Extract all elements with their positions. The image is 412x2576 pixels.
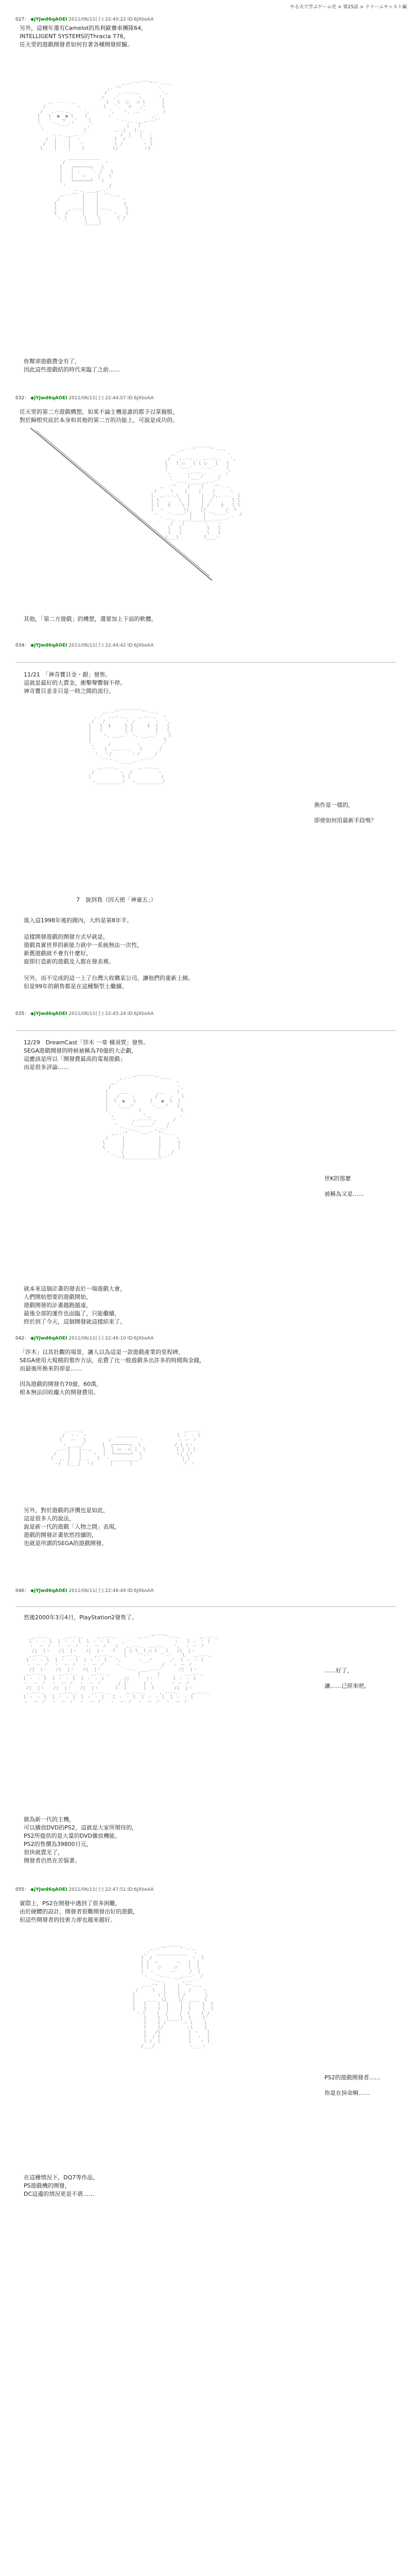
text-line: 說是新一代的遊戲「人物之間」表現， <box>24 1523 120 1530</box>
text-line: PS2所提供的是大量的DVD播放機能， <box>24 1833 121 1839</box>
post-meta <box>15 1334 397 1341</box>
post-text <box>24 1816 138 1865</box>
post-caption <box>24 615 157 623</box>
text-line: 即使如何用最新手段嗎？ <box>314 817 376 824</box>
text-line: 其他，「第二方遊戲」的構想，還要加上下面的軟體。 <box>24 616 157 622</box>
post-meta <box>15 641 397 648</box>
text-line: 而最後所換來的卻是…… <box>20 1365 82 1372</box>
separator <box>15 1606 397 1607</box>
post-text-3 <box>24 1506 120 1548</box>
ascii-art-standing-figure: ,.-‐'"￣￣￣"'‐-.、 ,' ＿＿＿＿＿＿＿ ヽ l / ヽ l l l ─ ─ l l l l ○ ○ l l l ヽ ー / l ヽ `'‐-.、___,.-‐' / `'‐-.、 ,.-‐'´ ,.-‐'" | | "'‐-.、 / \ | | / ヽ l \ | | / l l ＿＿ \| |/ ＿＿ l l l l | | l l l l l l | | l l l ヽ l l | | l l / `l l |____| l l´ l l / ヽ l l l l/ ヽl l l /l l ヽ l l / l l ヽ l l / l l ヽ l /___/ ヽ___ヽ <box>132 1946 214 2049</box>
text-line: 開發者仍然在苦惱著。 <box>24 1857 80 1864</box>
text-line: 換作是一樣的， <box>314 802 354 808</box>
post-032 <box>15 394 397 425</box>
separator <box>15 662 397 663</box>
text-line: 做為新一代的主機， <box>24 1816 75 1823</box>
text-line: 可以播放DVD的PS2，這就是大家所期待的， <box>24 1824 138 1831</box>
text-line: 你是在拚命啊…… <box>324 2090 370 2096</box>
text-line: 神奇寶貝並非只是一時之間的流行。 <box>24 688 114 694</box>
post-intro <box>24 671 126 696</box>
post-caption <box>24 358 120 374</box>
text-line: 進入這1998年後的國內，大約是第8年半。 <box>24 917 132 924</box>
post-046 <box>15 1587 397 1594</box>
text-line: INTELLIGENT SYSTEMS的Thracia 776， <box>20 33 129 40</box>
speech-bubble <box>324 2066 381 2105</box>
post-035 <box>15 1010 397 1016</box>
post-027 <box>15 15 397 49</box>
ascii-art-bald-man: ,.-‐'"￣￣￣￣"'‐-.、 ,.' ヽ / ', l ＿＿ ＿＿ l l / ヽ / ヽ l l l ● l l ● l l l ヽ___ノ ヽ___ノ l l l l ', ヽ__ ,' ヽ ,.-‐‐‐-.、 / ヽ ヽ______ノ / `'‐-.、 ,.-‐'´ ,.-‐'" `'‐‐'´ "'‐-.、 / | | ヽ l | | l l | | l ヽ | | / `'‐-|____________|-‐'´ <box>102 1076 185 1160</box>
text-line: 另外，對於遊戲的評價也是如此， <box>24 1507 109 1514</box>
post-text <box>24 1285 126 1326</box>
text-line: 但這些開發者的技術力卻也越來越好。 <box>20 1917 116 1923</box>
ascii-art-characters: ,.-‐''"￣￣"'' ‐-.、 ,. '" ヽ / ,.-‐‐-.、 ', / ,' ヽ ', ,. -‐‐- .、 l l ○ ○ l l / ヽ l '. ▽ ,' l / ,.-‐-.、 ', ', ヽ、_,. ' / l l ● ● l l ヽ ,.' l '、 ワ ,' l ` ‐-.、___,.-‐'´ ', `'‐-‐'´ ,' | | ヽ / ,.-| |-.、 ` ‐-.、___,. -'´ / | | ヽ / | | ヽ l / ヽ l / | | ヽ l / ヽ l l | | l l/ ヽl ＿＿＿＿＿＿＿ / ヽ l ┌──────┐ l l │ ・ ・ │ l l │ ー │ l l └──────┘ l ヽ / ` ‐-.、___,.-‐'´ ,.-‐'" | | "'‐-.、 / | | ヽ l | | l l ,.-‐-| |-‐-.、 l l / | | ヽ l ヽ l | | l / `' |____| '´ <box>37 81 174 226</box>
text-line: 在這種情況下，DQ7等作品， <box>24 2174 99 2181</box>
ascii-art-small-characters: ,.-‐-.、 ,.-‐-.、 / ・・ ヽ ＿＿＿＿＿ l ・ ・ l l ー l / ヽ ヽ ー ノ ヽ_____ノ l ┌──────┐ l / | |ヽ ,.-‐| |‐-.、 l │ ｏ ｏ │ l l | | l / | | ヽ l └──────┘ l ヽ| |ノ l ,. | | .、 l ヽ__________ノ | | ヽ/ |___| ヽ/ | | ノ ヽ <box>50 1429 205 1466</box>
post-number[interactable]: 035： <box>15 1011 29 1016</box>
post-meta <box>15 1886 397 1892</box>
text-line: 旋即打造新的遊戲及人都在發表裡。 <box>24 958 114 965</box>
post-text-2 <box>24 2174 98 2198</box>
post-trip: ◆jYJwd6qAOEI <box>30 643 67 648</box>
post-date: 2011/06/11(土) 22:44:07 ID:6JXboAA <box>68 396 154 401</box>
text-line: PS2的售價為39800日元， <box>24 1841 92 1848</box>
post-trip: ◆jYJwd6qAOEI <box>30 396 67 401</box>
post-number[interactable]: 027： <box>15 17 29 22</box>
post-meta <box>15 15 397 22</box>
text-line: 對於歸根究底於本身和其他的第二方的功能上，可說是成功的。 <box>20 417 178 423</box>
post-trip: ◆jYJwd6qAOEI <box>30 1336 67 1341</box>
separator <box>15 1030 397 1031</box>
text-line: 遊戲真實世界的新能力就中一系統無法一次性， <box>24 942 143 948</box>
post-text-2 <box>20 1380 397 1397</box>
ascii-art-swordsman: ,.-‐'"￣￣￣"'‐-.、 ,.' ヽ / ,.-‐-.、 ,.-‐-.、 ', l l ○ l l ○ l l l '‐-‐' '‐-‐' l ', ,.-‐-.、 ,' ヽ ヽ___ノ / ` ‐-.、_____,.-‐'´ ,. ‐'" | | "'‐ .、 / \ | | / ヽ l ,.-‐-.\ | | /,.-‐-. l l l \ | | / l l l l ┼ \ | | / ┼ l l l ヽ \| |/ / l ヽ `'‐--‐' | | `'‐--‐'´ / ` ‐-.、____|____|____,.-‐'´ / / ヽ ヽ l l l l l l l l /___l l___ヽ <box>151 447 243 540</box>
post-meta <box>15 1587 397 1594</box>
text-line: 這就是最好的大賣金，衝擊聲響個不停。 <box>24 680 126 686</box>
text-line: 任天堂的第二方遊戲構想，如果不論主機是誰的都予以掌握般， <box>20 409 178 415</box>
post-034 <box>15 641 397 648</box>
post-date: 2011/06/11(土) 22:46:10 ID:6JXboAA <box>68 1336 154 1341</box>
post-055 <box>15 1886 397 1924</box>
post-trip: ◆jYJwd6qAOEI <box>30 1588 67 1594</box>
text-line: 遊戲開發的計畫越跑越遠， <box>24 1302 92 1309</box>
text-line: 就本來這個計畫的發表於一場遊戲大會， <box>24 1285 126 1292</box>
art-label: 7 說到我（因天使「神童五」） <box>76 896 157 903</box>
speech-bubble <box>314 793 376 832</box>
text-line: 很快就賣光了， <box>24 1849 63 1856</box>
text-line: ……好了， <box>324 1667 353 1674</box>
text-line <box>24 966 194 974</box>
post-042 <box>15 1334 397 1397</box>
text-line: 而是很多評論…… <box>24 1064 69 1071</box>
text-line: 12/29 DreamCast「莎木 一章 橫須賀」發售。 <box>24 1039 149 1046</box>
post-number[interactable]: 042： <box>15 1336 29 1341</box>
post-text <box>20 408 397 425</box>
post-text <box>20 24 397 49</box>
post-text <box>20 1900 397 1924</box>
post-date: 2011/06/11(土) 22:44:42 ID:6JXboAA <box>68 643 154 648</box>
text-line: 另外，這種年還有Camelot的馬利歐賽車團隊64， <box>20 25 147 31</box>
text-line: 但是99年的銷售都是在這種類型上繼續。 <box>24 983 127 990</box>
text-line: 由於硬體的設計，開發者很難開發出好的遊戲， <box>20 1908 139 1915</box>
post-date: 2011/06/11(土) 22:46:49 ID:6JXboAA <box>68 1588 154 1594</box>
post-date: 2011/06/11(土) 22:40:22 ID:6JXboAA <box>68 17 154 22</box>
text-line: 人們開始想要的遊戲開始， <box>24 1294 92 1300</box>
text-line: 實際上，PS2在開發中遇到了很多困難， <box>20 1900 121 1907</box>
text-line: 世K的那麼 <box>324 1175 351 1182</box>
post-trip: ◆jYJwd6qAOEI <box>30 1011 67 1016</box>
text-line: PS2的遊戲開發者…… <box>324 2074 381 2081</box>
text-line: 終於到了今天，這個開發就這樣結束了。 <box>24 1318 126 1325</box>
text-line: 「莎木」以其壯觀的場景，讓人以為這是一款遊戲產業的里程碑， <box>20 1349 184 1355</box>
post-date: 2011/06/11(土) 22:45:24 ID:6JXboAA <box>68 1011 154 1016</box>
text-line: 因為遊戲的開發有70億，60萬， <box>20 1381 102 1387</box>
post-meta <box>15 394 397 401</box>
text-line: 根本無法回收龐大的開發費用。 <box>20 1389 99 1396</box>
post-number[interactable]: 034： <box>15 643 29 648</box>
text-line: 你幫卻遊戲費金有了， <box>24 358 80 365</box>
post-date: 2011/06/11(土) 22:47:51 ID:6JXboAA <box>68 1887 154 1892</box>
post-text <box>20 1348 397 1373</box>
text-line: PS遊戲機的開發， <box>24 2182 71 2189</box>
text-line <box>24 925 194 933</box>
post-number[interactable]: 046： <box>15 1588 29 1594</box>
text-line: 讓……已經來吧。 <box>324 1683 370 1689</box>
text-line: 也就是所謂的SEGA的遊戲開發。 <box>24 1540 107 1547</box>
post-trip: ◆jYJwd6qAOEI <box>30 1887 67 1892</box>
text-line: 最後全部的運作也面臨了，只能繼續， <box>24 1310 120 1317</box>
text-line: 11/21 「神奇寶貝金・銀」發售。 <box>24 671 111 678</box>
speech-bubble <box>324 1659 370 1698</box>
text-line: 任天堂的遊戲開發者如何有著各種開發經驗。 <box>20 41 133 48</box>
post-number[interactable]: 055： <box>15 1887 29 1892</box>
text-line: 新舊遊戲就不會有什麼好， <box>24 950 92 957</box>
post-meta <box>15 1010 397 1016</box>
text-line: 然後2000年3月4日，PlayStation2發售了。 <box>24 1614 138 1621</box>
text-line: 因此這些遊戲結的時代來臨了之前…… <box>24 366 120 373</box>
text-line: 這樣開發遊戲的開發方式早就是， <box>24 934 109 940</box>
ascii-art-character-face: ,.-‐'"￣￣￣￣￣"'‐-.、 ,.' ,.-‐-.、 ,.-‐-.、 ヽ / / ヽ / ヽ ', l l ┼ l l ┼ l l l l l l l l l ヽ、___,.' ヽ、___,.' l l l ', / ヽ ,' ヽ l ,.-‐-.、 l / ヽ ヽ/ ヽノ / `‐-.、 ,.-‐' `'‐-‐-‐'´ ,.-‐‐-.、 ,.-‐‐-.、 / ヽ / ヽ l l l l ヽ_________ノ ヽ_________ノ <box>89 710 171 785</box>
post-intro <box>24 1039 149 1072</box>
post-text <box>24 917 194 991</box>
ascii-art-crowd: ,.-‐-.、 ,.-‐-.、 ,.-‐-.、 ,.-‐'"￣￣"'‐-.、 ,.-‐-.、 l ・ ・ l l ・ ・ l l ・ ・ l ,.' ヽ l ・ ・ l ヽ ー ノ ヽ ー ノ ヽ ー ノ / ,.-‐-. ,.-‐-. ', ヽ ー ノ /| |ヽ /| |ヽ /| |ヽ l l ○ l l ○ l l /| |ヽ ,.-‐-.、 ,.-‐-.、 ,.-‐-.、 l `'‐' `'‐' l ,.-‐-.、 l ・ ・ l l ・ ・ l l ・ ・ l ', ヽ__ノ ,' l ・ ・ l ヽ ー ノ ヽ ー ノ ヽ ー ノ ヽ / ヽ ー ノ /| |ヽ /| |ヽ /| |ヽ `'‐-.、___,.-‐'´ /| |ヽ ,.-‐-.、 ,.-‐-.、 ,.-‐-.、 | | ,.-‐-.、 l ・ ・ l l ・ ・ l l ・ ・ l /| |ヽ l ・ ・ l ヽ ー ノ ヽ ー ノ ヽ ー ノ / | | ヽ ヽ ー ノ /| |ヽ /| |ヽ /| |ヽ l | | l /| |ヽ ,.-‐-.、 ,.-‐-.、 ,.-‐-.、 ,.-‐-.、 ,.-‐-.、 ,.-‐-.、 l ・ ・ l l ・ ・ l l ・ ・ l l ・ ・ l l ・ ・ l l ・ ・ l ヽ ー ノ ヽ ー ノ ヽ ー ノ ヽ ー ノ ヽ ー ノ ヽ ー ノ <box>23 1635 221 1705</box>
text-line: 另外，而不完成的這一上了台灣大收購某公司，讓他們的重新上線。 <box>24 975 194 981</box>
post-trip: ◆jYJwd6qAOEI <box>30 17 67 22</box>
text-line: 遊戲的開發計畫依然持續的， <box>24 1532 97 1538</box>
text-line: SEGA遊戲開發的時候被稱為70億的大企劃， <box>24 1047 137 1054</box>
post-intro <box>24 1614 138 1622</box>
post-number[interactable]: 032： <box>15 396 29 401</box>
speech-bubble <box>324 1167 364 1206</box>
text-line: 被稱為又是…… <box>324 1191 364 1197</box>
text-line: 這應該是所以「開發費最高的電視遊戲」 <box>24 1056 126 1062</box>
breadcrumb[interactable]: やる夫で学ぶゲーム史 > 第25話 > ドリームキャスト編 <box>290 5 407 10</box>
text-line: DC這邊的情況更是不堪…… <box>24 2191 95 2197</box>
text-line: SEGA使用大規模的製作方法，花費了比一般遊戲多出許多的時間與金錢， <box>20 1357 205 1364</box>
text-line: 這是很多人的說法， <box>24 1515 75 1522</box>
